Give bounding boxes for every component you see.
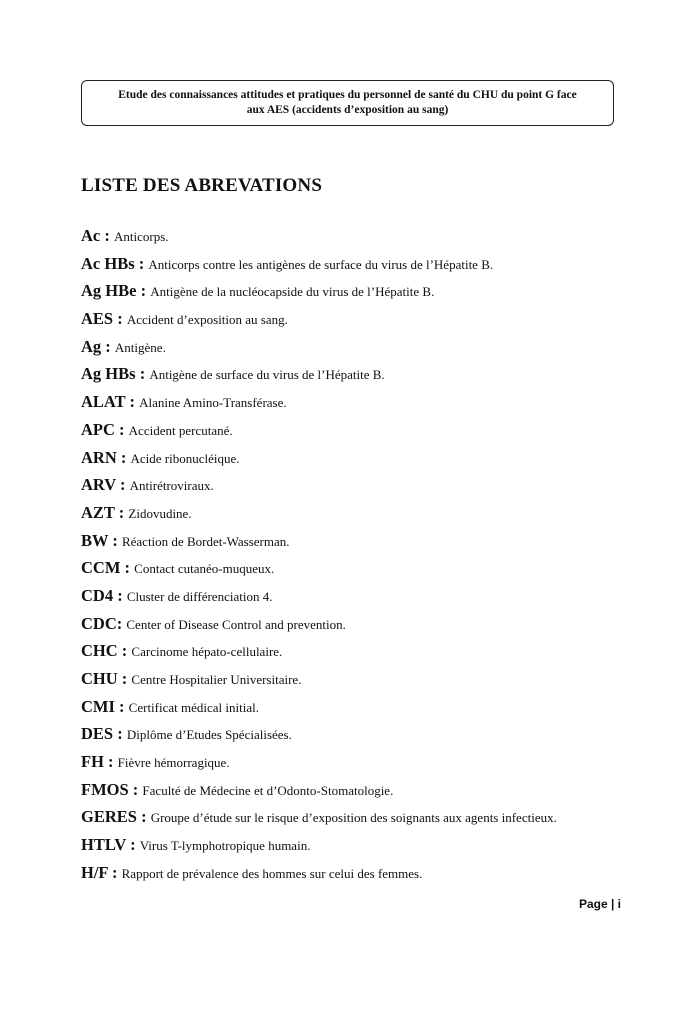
abbreviation-term: ARN bbox=[81, 447, 117, 467]
abbreviation-term: Ag bbox=[81, 336, 102, 356]
abbreviation-entry bbox=[81, 337, 641, 365]
page-title: LISTE DES ABREVATIONS bbox=[81, 175, 323, 196]
abbreviation-definition: Diplôme d’Etudes Spécialisées. bbox=[126, 727, 292, 743]
abbreviation-definition: Antigène. bbox=[114, 339, 166, 355]
abbreviation-entry bbox=[81, 254, 641, 282]
abbreviation-separator: : bbox=[113, 724, 127, 744]
abbreviation-separator: : bbox=[108, 530, 122, 550]
abbreviation-separator: : bbox=[113, 585, 127, 605]
abbreviation-entry bbox=[81, 641, 641, 669]
abbreviation-entry bbox=[81, 448, 641, 476]
abbreviation-definition: Center of Disease Control and prevention. bbox=[126, 616, 346, 632]
abbreviation-definition: Zidovudine. bbox=[128, 505, 192, 521]
abbreviation-entry bbox=[81, 364, 641, 392]
abbreviation-separator: : bbox=[116, 447, 131, 467]
abbreviation-definition: Centre Hospitalier Universitaire. bbox=[131, 672, 302, 687]
abbreviation-entry bbox=[81, 752, 641, 780]
abbreviation-term: HTLV bbox=[81, 835, 126, 855]
abbreviation-definition: Antigène de surface du virus de l’Hépatite B. bbox=[149, 367, 385, 383]
abbreviation-term: DES bbox=[81, 724, 114, 744]
abbreviation-definition: Fièvre hémorragique. bbox=[117, 755, 230, 771]
abbreviation-term: APC bbox=[81, 419, 115, 439]
abbreviation-separator: : bbox=[116, 613, 127, 633]
abbreviation-term: ARV bbox=[81, 475, 116, 495]
abbreviation-term: BW bbox=[81, 530, 109, 550]
abbreviation-entry bbox=[81, 835, 641, 863]
abbreviation-separator: : bbox=[114, 419, 129, 439]
abbreviation-entry bbox=[81, 724, 641, 752]
abbreviation-separator: : bbox=[136, 281, 151, 301]
abbreviation-term: CMI bbox=[81, 696, 115, 716]
abbreviation-definition: Réaction de Bordet-Wasserman. bbox=[121, 533, 290, 549]
abbreviation-definition: Rapport de prévalence des hommes sur celui des femmes. bbox=[121, 865, 423, 881]
abbreviation-term: CCM bbox=[81, 558, 121, 578]
abbreviation-entry bbox=[81, 392, 641, 420]
abbreviation-definition: Accident d’exposition au sang. bbox=[126, 312, 288, 328]
abbreviation-separator: : bbox=[136, 807, 151, 827]
abbreviation-entry bbox=[81, 614, 641, 642]
abbreviation-term: Ag HBs bbox=[81, 364, 136, 384]
abbreviation-definition: Accident percutané. bbox=[128, 422, 233, 438]
abbreviation-separator: : bbox=[117, 641, 132, 661]
abbreviation-entry bbox=[81, 780, 641, 808]
document-header-box bbox=[81, 80, 614, 126]
abbreviation-entry bbox=[81, 281, 641, 309]
abbreviation-entry bbox=[81, 697, 641, 725]
abbreviation-term: FH bbox=[81, 752, 104, 772]
abbreviation-entry bbox=[81, 531, 641, 559]
abbreviation-term: CHU bbox=[81, 669, 118, 688]
abbreviation-separator: : bbox=[135, 364, 150, 384]
abbreviation-entry bbox=[81, 558, 641, 586]
abbreviation-entry bbox=[81, 669, 641, 697]
abbreviation-term: Ac bbox=[81, 226, 101, 245]
abbreviation-entry bbox=[81, 226, 641, 254]
abbreviation-definition: Carcinome hépato-cellulaire. bbox=[131, 644, 283, 660]
abbreviation-definition: Anticorps. bbox=[114, 229, 169, 244]
abbreviation-definition: Virus T-lymphotropique humain. bbox=[139, 838, 311, 854]
abbreviation-term: CHC bbox=[81, 641, 118, 661]
abbreviation-entry bbox=[81, 475, 641, 503]
abbreviation-separator: : bbox=[115, 475, 130, 495]
abbreviation-list bbox=[81, 226, 641, 891]
abbreviation-entry bbox=[81, 309, 641, 337]
abbreviation-separator: : bbox=[125, 835, 140, 855]
abbreviation-definition: Acide ribonucléique. bbox=[130, 450, 240, 466]
abbreviation-entry bbox=[81, 420, 641, 448]
abbreviation-term: GERES bbox=[81, 807, 137, 827]
abbreviation-definition: Groupe d’étude sur le risque d’exposition des soignants aux agents infectieux. bbox=[150, 810, 557, 826]
abbreviation-separator: : bbox=[117, 669, 132, 688]
abbreviation-definition: Alanine Amino-Transférase. bbox=[139, 395, 287, 411]
abbreviation-term: CD4 bbox=[81, 585, 114, 605]
abbreviation-separator: : bbox=[114, 696, 129, 716]
header-line-2: aux AES (accidents d’exposition au sang) bbox=[246, 104, 449, 116]
abbreviation-entry bbox=[81, 807, 641, 835]
abbreviation-separator: : bbox=[113, 309, 127, 329]
abbreviation-term: ALAT bbox=[81, 392, 126, 412]
abbreviation-definition: Contact cutanéo-muqueux. bbox=[134, 561, 275, 577]
abbreviation-separator: : bbox=[120, 558, 135, 578]
abbreviation-definition: Antirétroviraux. bbox=[129, 478, 214, 494]
abbreviation-definition: Anticorps contre les antigènes de surface du virus de l’Hépatite B. bbox=[148, 256, 494, 272]
abbreviation-term: AES bbox=[81, 309, 114, 329]
abbreviation-term: CDC bbox=[81, 613, 117, 633]
abbreviation-separator: : bbox=[114, 502, 129, 522]
abbreviation-separator: : bbox=[101, 336, 115, 356]
abbreviation-definition: Antigène de la nucléocapside du virus de l’Hépatite B. bbox=[150, 284, 435, 300]
abbreviation-separator: : bbox=[128, 779, 143, 799]
abbreviation-separator: : bbox=[107, 862, 122, 882]
header-line-1: Etude des connaissances attitudes et pratiques du personnel de santé du CHU du point G face bbox=[118, 89, 577, 101]
abbreviation-term: H/F bbox=[81, 862, 108, 882]
abbreviation-term: AZT bbox=[81, 502, 115, 522]
abbreviation-entry bbox=[81, 586, 641, 614]
abbreviation-separator: : bbox=[100, 226, 114, 245]
abbreviation-definition: Faculté de Médecine et d’Odonto-Stomatologie. bbox=[142, 782, 394, 798]
abbreviation-term: FMOS bbox=[81, 779, 129, 799]
abbreviation-definition: Certificat médical initial. bbox=[128, 699, 259, 715]
abbreviation-entry bbox=[81, 863, 641, 891]
abbreviation-entry bbox=[81, 503, 641, 531]
abbreviation-term: Ag HBe bbox=[81, 281, 137, 301]
page-number: Page | i bbox=[578, 897, 621, 911]
abbreviation-separator: : bbox=[134, 253, 149, 273]
abbreviation-definition: Cluster de différenciation 4. bbox=[126, 588, 273, 604]
abbreviation-separator: : bbox=[103, 752, 118, 772]
abbreviation-separator: : bbox=[125, 392, 140, 412]
abbreviation-term: Ac HBs bbox=[81, 253, 135, 273]
